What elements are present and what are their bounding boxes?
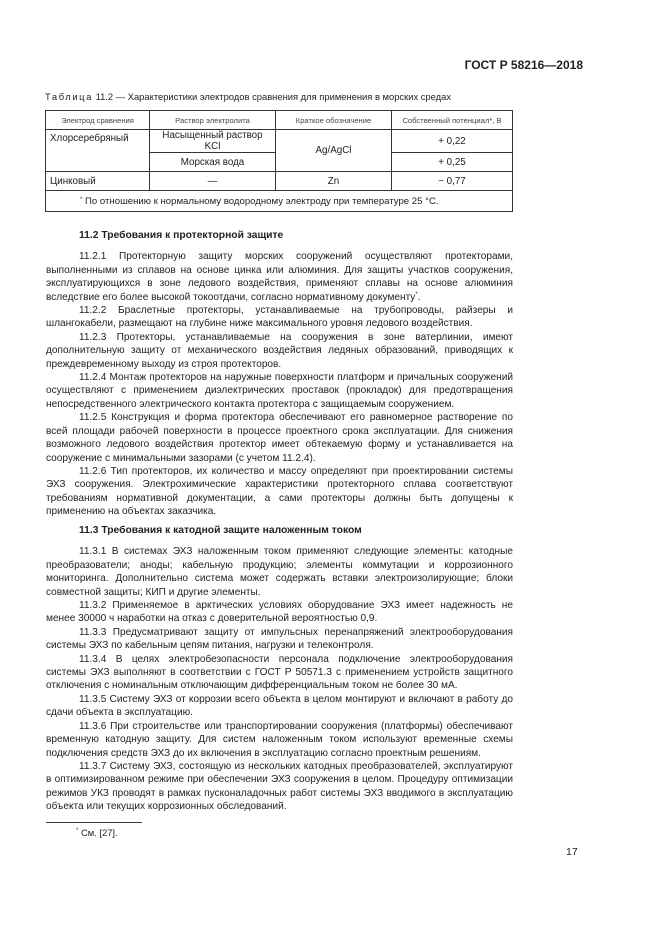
cell-solution: Насыщенный раствор KCl: [150, 130, 276, 153]
table-row: [46, 172, 513, 191]
cell-solution: Морская вода: [150, 153, 276, 172]
cell-symbol: Ag/AgCl: [276, 130, 392, 172]
cell-solution: —: [150, 172, 276, 191]
column-header: Собственный потенциал*, В: [392, 111, 513, 130]
footnote-divider: [46, 822, 142, 823]
document-id: ГОСТ Р 58216—2018: [464, 58, 583, 72]
footnote-ref: *: [415, 291, 418, 298]
column-header: Краткое обозначение: [276, 111, 392, 130]
section-11-2: [46, 229, 513, 519]
table-caption-label: Таблица: [45, 91, 93, 102]
table-footnote-text: По отношению к нормальному водородному электроду при температуре 25 °С.: [85, 195, 439, 207]
paragraph: [46, 250, 513, 304]
cell-potential: − 0,77: [392, 172, 513, 191]
paragraph-text: 11.2.1 Протекторную защиту морских сооружений осуществляют протекторами, выполненными из сплавов на основе цинка или алюминия. Для защиты участков сооружения, эксплуатирующихся в зоне ледового воздействия, применяют сплавы на основе алюминия вследствие его более высокой токоотдачи, согласно нормативному документу: [46, 251, 513, 303]
table-footnote: [46, 191, 513, 212]
cell-electrode: Цинковый: [46, 172, 150, 191]
page-number: 17: [566, 846, 578, 858]
paragraph-end: .: [417, 291, 421, 303]
footnote-mark: *: [76, 828, 79, 834]
table-row: [46, 130, 513, 153]
column-header: Раствор электролита: [150, 111, 276, 130]
paragraph: 11.3.6 При строительстве или транспортировании сооружения (платформы) обеспечивают временную катодную защиту. Для систем наложенным током используют временные схемы подключения средств ЭХЗ до их включения в эксплуатацию согласно проектным решениям.: [46, 720, 513, 759]
cell-symbol: Zn: [276, 172, 392, 191]
section-heading: 11.3 Требования к катодной защите наложенным током: [79, 525, 362, 536]
column-header: Электрод сравнения: [46, 111, 150, 130]
paragraph: 11.2.2 Браслетные протекторы, устанавливаемые на трубопроводы, райзеры и шлангокабели, размещают на глубине ниже максимального уровня ледового воздействия.: [46, 305, 513, 330]
paragraph: 11.3.2 Применяемое в арктических условиях оборудование ЭХЗ имеет надежность не менее 30000 ч наработки на отказ с доверительной вероятностью 0,9.: [46, 600, 513, 625]
reference-electrodes-table: [45, 110, 513, 212]
section-heading: 11.2 Требования к протекторной защите: [79, 230, 284, 241]
paragraph: 11.3.7 Систему ЭХЗ, состоящую из нескольких катодных преобразователей, эксплуатируют в оптимизированном режиме при обеспечении ЭХЗ сооружения в целом. Процедуру оптимизации режимов УКЗ проводят в рамках пусконаладочных работ системы ЭХЗ вводимого в эксплуатацию объекта или текущих коррозионных обследований.: [46, 760, 513, 813]
paragraph: 11.3.1 В системах ЭХЗ наложенным током применяют следующие элементы: катодные преобразователи; аноды; кабельную продукцию; элементы коммутации и коррозионного мониторинга. Дополнительно система может содержать вставки электроизолирующие; блоки совместной защиты; КИП и другие элементы.: [46, 546, 513, 598]
page-footnote: [76, 827, 118, 838]
paragraph: 11.2.3 Протекторы, устанавливаемые на сооружения в зоне ватерлинии, имеют дополнительную защиту от механического воздействия ледяных образований, приводящих к преждевременному выходу из строя протекторов.: [46, 331, 513, 370]
table-caption: [45, 91, 451, 102]
cell-potential: + 0,22: [392, 130, 513, 153]
paragraph: 11.2.4 Монтаж протекторов на наружные поверхности платформ и причальных сооружений осуществляют с применением диэлектрических проставок (прокладок) для предотвращения непосредственного электрического контакта протектора с защищаемым сооружением.: [46, 372, 513, 410]
paragraph: 11.2.5 Конструкция и форма протектора обеспечивают его равномерное растворение по всей площади рабочей поверхности в процессе проектного срока эксплуатации. Для снижения возможного ледового воздействия протектор имеет обтекаемую форму и устанавливается на сооружение с минимальными зазорами (с учетом 11.2.4).: [46, 412, 513, 464]
cell-potential: + 0,25: [392, 153, 513, 172]
paragraph: 11.3.4 В целях электробезопасности персонала подключение электрооборудования системы ЭХЗ выполняют в соответствии с ГОСТ Р 50571.3 с применением устройств защитного отключения с номинальным отключающим дифференциальным током не более 30 мА.: [46, 653, 513, 692]
footnote-mark: *: [80, 196, 83, 203]
cell-electrode: Хлорсеребряный: [46, 130, 150, 172]
footnote-text: См. [27].: [80, 827, 118, 838]
paragraph: 11.3.5 Систему ЭХЗ от коррозии всего объекта в целом монтируют и включают в работу до сдачи объекта в эксплуатацию.: [46, 693, 513, 719]
paragraph: 11.2.6 Тип протекторов, их количество и массу определяют при проектировании системы ЭХЗ сооружения. Электрохимические характеристики протекторного сплава соответствуют требованиям нормативной документации, а сами протекторы должны быть допущены к применению на объектах заказчика.: [46, 465, 513, 518]
section-11-3: [46, 524, 513, 814]
table-caption-text: 11.2 — Характеристики электродов сравнения для применения в морских средах: [95, 91, 452, 102]
paragraph: 11.3.3 Предусматривают защиту от импульсных перенапряжений электрооборудования системы ЭХЗ по кабельным цепям питания, нагрузки и телеконтроля.: [46, 626, 513, 652]
table-header-row: [46, 111, 513, 130]
table-footnote-row: [46, 191, 513, 212]
